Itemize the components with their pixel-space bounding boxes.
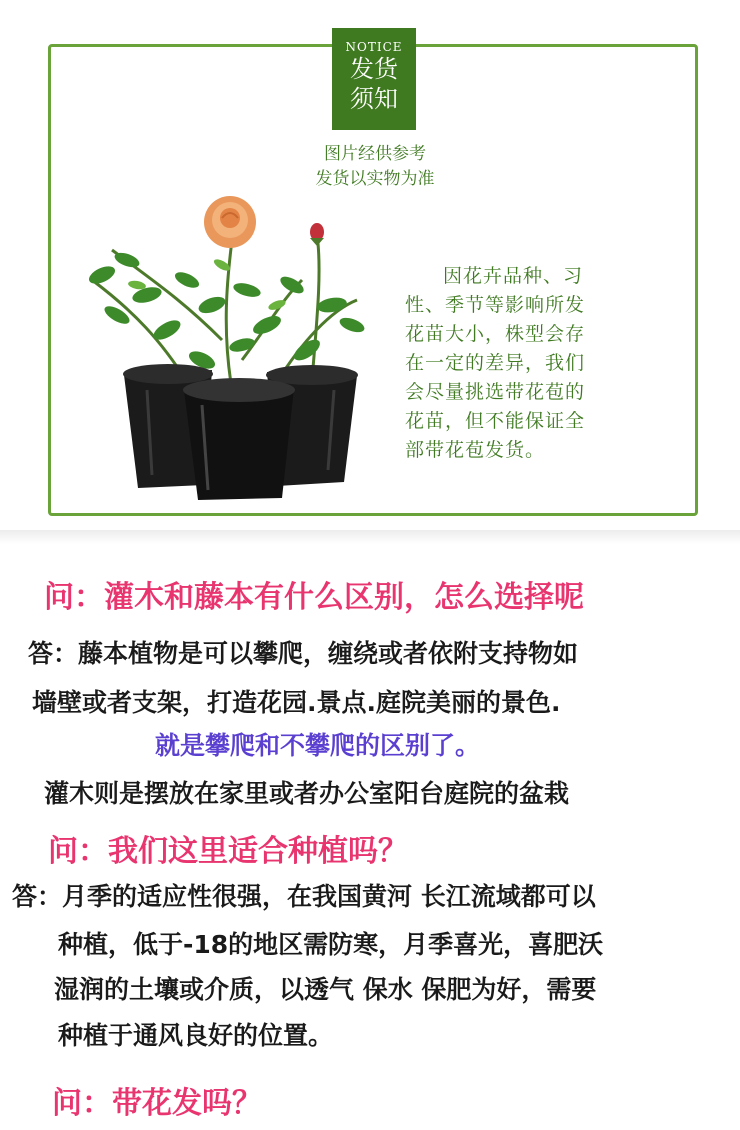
notice-body-line: 在一定的差异，我们 [405,352,586,374]
notice-subtitle-line-2: 发货以实物为准 [315,169,435,189]
faq-question-1: 问：灌木和藤本有什么区别，怎么选择呢 [44,580,584,615]
faq-answer-1-line-4: 灌木则是摆放在家里或者办公室阳台庭院的盆栽 [44,779,570,808]
notice-subtitle [290,142,460,192]
notice-body-line: 性、季节等影响所发 [405,294,586,316]
notice-badge-title-1: 发货 [350,55,398,83]
notice-body-line: 因花卉品种、习 [443,265,584,287]
faq-answer-2-line-2: 种植，低于-18的地区需防寒，月季喜光，喜肥沃 [58,930,604,959]
faq-question-3: 问：带花发吗？ [52,1086,262,1121]
faq-answer-1-line-2: 墙壁或者支架，打造花园.景点.庭院美丽的景色. [32,688,561,717]
rose-flower [204,196,256,248]
faq-answer-2-line-1: 答：月季的适应性很强，在我国黄河 长江流域都可以 [12,882,596,911]
faq-answer-1-highlight: 就是攀爬和不攀爬的区别了。 [155,731,481,760]
notice-body-line: 花苗，但不能保证全 [405,410,586,432]
potted-rose-image [72,190,372,505]
notice-badge [332,28,416,130]
faq-answer-2-line-4: 种植于通风良好的位置。 [58,1021,334,1050]
notice-badge-title-2: 须知 [350,85,398,113]
notice-body-line: 花苗大小，株型会存 [405,323,586,345]
faq-answer-1-line-1: 答：藤本植物是可以攀爬，缠绕或者依附支持物如 [28,639,579,668]
notice-badge-en: NOTICE [345,40,403,54]
section-divider [0,530,740,544]
faq-question-2: 问：我们这里适合种植吗？ [48,834,408,869]
notice-subtitle-line-1: 图片经供参考 [324,144,426,164]
rose-bud [310,223,324,246]
black-pots [123,364,358,500]
notice-body [405,262,633,465]
notice-body-line: 部带花苞发货。 [405,439,546,461]
faq-answer-2-line-3: 湿润的土壤或介质，以透气 保水 保肥为好，需要 [54,975,597,1004]
notice-body-line: 会尽量挑选带花苞的 [405,381,586,403]
